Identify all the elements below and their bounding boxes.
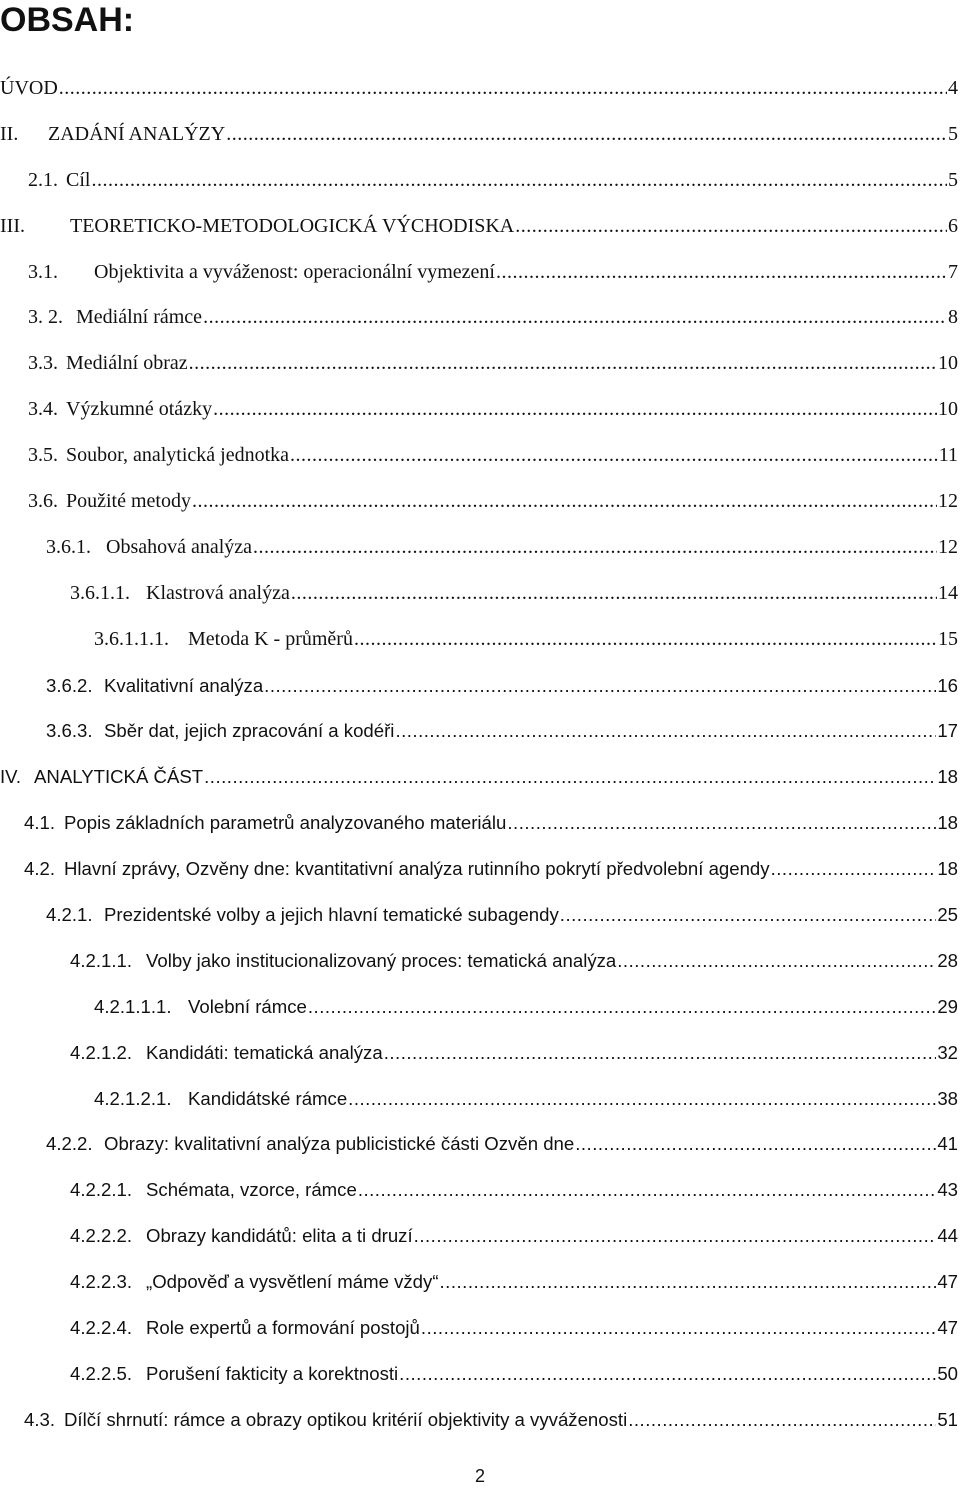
toc-entry-page: 16 [937,674,958,696]
toc-entry[interactable] [0,892,960,938]
toc-entry-text [70,1259,439,1305]
toc-entry-page: 17 [937,720,958,742]
toc-entry-label: Soubor, analytická jednotka [66,444,290,467]
toc-entry-text [0,204,514,250]
toc-entry-page: 5 [948,168,958,191]
toc-leader-dots [290,433,938,479]
toc-entry-label: Mediální obraz [66,352,188,375]
toc-leader-dots [384,1030,937,1076]
toc-entry-label: ÚVOD [0,77,58,99]
toc-entry-page: 11 [938,444,958,467]
toc-entry[interactable] [0,663,960,709]
toc-entry-text [70,1305,420,1351]
toc-leader-dots [354,617,937,663]
toc-leader-dots [226,112,947,158]
toc-leader-dots [421,1305,936,1351]
toc-entry[interactable] [0,341,960,387]
toc-leader-dots [189,341,937,387]
toc-entry-number: 3.6.2. [46,674,93,696]
toc-entry[interactable] [0,1213,960,1259]
toc-entry-label: Obsahová analýza [106,535,253,558]
toc-entry-label: Kvalitativní analýza [104,674,264,696]
toc-entry-label: Objektivita a vyváženost: operacionální vymezení [94,260,495,283]
toc-entry[interactable] [0,1030,960,1076]
toc-entry-text [28,387,212,433]
toc-entry-label: Kandidáti: tematická analýza [146,1041,383,1063]
toc-entry-text [70,1167,357,1213]
toc-entry[interactable] [0,295,960,341]
table-of-contents [0,66,960,1443]
toc-entry[interactable] [0,66,960,112]
toc-entry-number: 4.2.2.2. [70,1225,133,1247]
toc-entry-number: 4.2.1.1. [70,949,133,971]
toc-entry-number: 4.2.1.1.1. [94,995,172,1017]
toc-entry-text [70,571,290,617]
toc-leader-dots [617,938,936,984]
toc-leader-dots [264,663,936,709]
toc-entry-number: 4.2.2.3. [70,1271,133,1293]
toc-entry-label: Mediální rámce [76,306,203,329]
toc-entry-text [28,479,191,525]
toc-entry-label: Role expertů a formování postojů [146,1317,420,1339]
toc-entry-page: 8 [948,306,958,329]
toc-entry[interactable] [0,1167,960,1213]
toc-entry-number: 4.2.1. [46,904,93,926]
toc-entry[interactable] [0,846,960,892]
toc-entry[interactable] [0,158,960,204]
toc-entry-label: Porušení fakticity a korektnosti [146,1362,399,1384]
toc-entry-page: 4 [948,77,958,99]
toc-entry-page: 28 [937,949,958,971]
toc-entry-page: 47 [937,1271,958,1293]
toc-entry[interactable] [0,1351,960,1397]
toc-entry-label: Popis základních parametrů analyzovaného materiálu [64,812,507,834]
toc-entry-number: 3.1. [28,260,58,283]
toc-entry-label: TEORETICKO-METODOLOGICKÁ VÝCHODISKA [70,214,515,237]
toc-entry-label: Schémata, vzorce, rámce [146,1179,357,1201]
toc-entry-text [0,112,225,158]
toc-entry-text [0,66,58,112]
toc-leader-dots [507,800,936,846]
toc-entry-text [46,525,252,571]
toc-entry-text [94,1076,347,1122]
toc-entry-number: 3.3. [28,352,58,375]
toc-entry-text [28,295,202,341]
toc-entry-label: Prezidentské volby a jejich hlavní tematické subagendy [104,904,559,926]
toc-entry[interactable] [0,387,960,433]
toc-entry-text [70,1030,383,1076]
toc-entry-page: 44 [937,1225,958,1247]
toc-leader-dots [414,1213,937,1259]
toc-entry[interactable] [0,754,960,800]
toc-entry-label: Dílčí shrnutí: rámce a obrazy optikou kritérií objektivity a vyváženosti [64,1408,628,1430]
toc-entry-text [70,1213,413,1259]
toc-entry[interactable] [0,938,960,984]
toc-entry-number: IV. [0,766,22,788]
toc-leader-dots [575,1121,936,1167]
toc-entry-text [24,1397,627,1443]
toc-entry-number: 4.2.2.1. [70,1179,133,1201]
toc-entry-page: 14 [938,581,958,604]
toc-entry-page: 12 [938,490,958,513]
toc-entry-label: Výzkumné otázky [66,398,213,421]
toc-entry-text [46,892,559,938]
toc-entry-number: III. [0,214,25,237]
toc-entry-number: 4.2.1.2. [70,1041,133,1063]
toc-entry-page: 50 [937,1362,958,1384]
toc-entry-page: 29 [937,995,958,1017]
toc-entry-number: 3.4. [28,398,58,421]
toc-entry-label: Klastrová analýza [146,581,290,604]
toc-entry-number: 3.6.3. [46,720,93,742]
toc-entry-number: 4.2. [24,858,56,880]
toc-entry[interactable] [0,708,960,754]
toc-leader-dots [560,892,937,938]
toc-entry-page: 10 [938,352,958,375]
toc-entry-number: 3.6. [28,490,58,513]
toc-entry-text [28,158,90,204]
toc-entry-text [70,1351,398,1397]
toc-entry[interactable] [0,1259,960,1305]
toc-leader-dots [496,250,947,296]
toc-entry-page: 38 [937,1087,958,1109]
toc-entry-number: 3. 2. [28,306,63,329]
toc-entry[interactable] [0,800,960,846]
toc-entry-page: 10 [938,398,958,421]
toc-entry-page: 18 [937,858,958,880]
toc-entry-number: 2.1. [28,168,58,191]
toc-entry-text [24,846,770,892]
toc-entry-page: 32 [937,1041,958,1063]
toc-entry-number: 4.2.2.4. [70,1317,133,1339]
toc-entry-number: II. [0,122,19,145]
toc-entry-text [28,250,495,296]
toc-leader-dots [91,158,947,204]
toc-entry-label: Volby jako institucionalizovaný proces: tematická analýza [146,949,617,971]
toc-entry-number: 3.6.1.1.1. [94,627,169,650]
toc-leader-dots [308,984,936,1030]
toc-entry-page: 15 [938,627,958,650]
toc-entry-label: Obrazy kandidátů: elita a ti druzí [146,1225,413,1247]
toc-entry-label: ANALYTICKÁ ČÁST [34,766,204,788]
toc-entry-label: Hlavní zprávy, Ozvěny dne: kvantitativní analýza rutinního pokrytí předvolební agendy [64,858,770,880]
toc-entry-page: 6 [948,214,958,237]
toc-leader-dots [440,1259,937,1305]
toc-entry-text [70,938,616,984]
toc-entry[interactable] [0,1076,960,1122]
toc-entry-page: 12 [938,535,958,558]
toc-entry-text [46,708,394,754]
toc-entry-label: Kandidátské rámce [188,1087,348,1109]
toc-entry-label: Cíl [66,168,91,191]
toc-entry-label: Volební rámce [188,995,307,1017]
toc-entry-label: „Odpověď a vysvětlení máme vždy“ [146,1271,439,1293]
toc-leader-dots [203,295,947,341]
toc-entry[interactable] [0,479,960,525]
toc-entry-label: Metoda K - průměrů [188,627,353,650]
toc-leader-dots [395,708,936,754]
toc-entry-text [28,433,289,479]
toc-leader-dots [515,204,947,250]
toc-entry-page: 47 [937,1317,958,1339]
toc-entry-label: Použité metody [66,490,191,513]
toc-entry-page: 18 [937,812,958,834]
toc-entry-number: 4.3. [24,1408,56,1430]
toc-entry-text [94,984,307,1030]
toc-entry[interactable] [0,617,960,663]
toc-entry-number: 4.2.2. [46,1133,93,1155]
toc-entry[interactable] [0,112,960,158]
toc-leader-dots [59,66,947,112]
toc-entry[interactable] [0,250,960,296]
page-number: 2 [474,1466,485,1486]
toc-entry-page: 41 [937,1133,958,1155]
toc-entry[interactable] [0,1305,960,1351]
toc-entry-text [24,800,506,846]
toc-entry-text [46,663,263,709]
toc-entry-label: ZADÁNÍ ANALÝZY [48,122,226,145]
toc-entry-text [46,1121,574,1167]
toc-leader-dots [253,525,937,571]
toc-entry[interactable] [0,984,960,1030]
toc-entry-number: 3.5. [28,444,58,467]
toc-entry-text [94,617,353,663]
toc-leader-dots [192,479,937,525]
toc-entry[interactable] [0,1397,960,1443]
toc-leader-dots [399,1351,936,1397]
toc-entry[interactable] [0,1121,960,1167]
toc-entry-page: 18 [937,766,958,788]
toc-entry-label: Sběr dat, jejich zpracování a kodéři [104,720,395,742]
toc-leader-dots [358,1167,937,1213]
toc-entry-number: 3.6.1. [46,535,91,558]
toc-entry-page: 7 [948,260,958,283]
toc-leader-dots [204,754,936,800]
toc-leader-dots [291,571,937,617]
toc-entry[interactable] [0,204,960,250]
toc-entry-text [28,341,188,387]
toc-entry-page: 43 [937,1179,958,1201]
toc-entry-number: 4.1. [24,812,56,834]
toc-entry-number: 4.2.2.5. [70,1362,133,1384]
page-title: OBSAH: [0,1,135,39]
toc-entry-number: 3.6.1.1. [70,581,130,604]
toc-leader-dots [213,387,937,433]
toc-entry[interactable] [0,433,960,479]
toc-entry-text [0,754,203,800]
toc-leader-dots [628,1397,936,1443]
toc-entry-label: Obrazy: kvalitativní analýza publicistické části Ozvěn dne [104,1133,575,1155]
toc-entry-page: 25 [937,904,958,926]
toc-entry-page: 5 [948,122,958,145]
toc-leader-dots [771,846,937,892]
toc-entry[interactable] [0,525,960,571]
toc-entry[interactable] [0,571,960,617]
toc-leader-dots [348,1076,936,1122]
toc-entry-number: 4.2.1.2.1. [94,1087,172,1109]
toc-entry-page: 51 [937,1408,958,1430]
